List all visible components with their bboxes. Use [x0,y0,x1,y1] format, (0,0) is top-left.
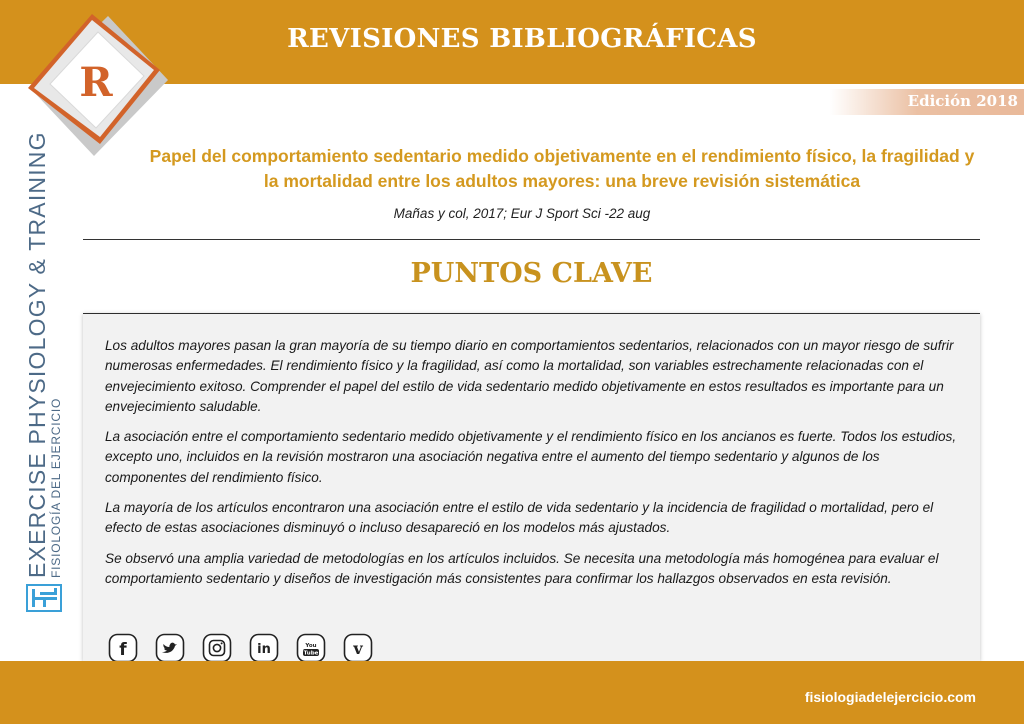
website-link[interactable]: fisiologiadelejercicio.com [804,689,976,705]
edition-label: Edición 2018 [907,92,1018,110]
svg-text:You: You [305,643,317,649]
key-point-paragraph: Los adultos mayores pasan la gran mayoría de su tiempo diario en comportamientos sedentarios, relacionados con un mayor riesgo de sufrir numerosas enfermedades. El rendimiento físico y la fragilidad, así como la mortalidad, son variables estrechamente relacionadas con el envejecimiento exitoso. Comprender el papel del estilo de vida sedentario medido objetivamente en estos resultados es importante para un envejecimiento saludable. [105,338,954,414]
logo-letter: R [79,59,113,106]
key-point-paragraph: Se observó una amplia variedad de metodologías en los artículos incluidos. Se necesita una metodología más homogénea para evaluar el comportamiento sedentario y diseños de investigación más consistentes para confirmar los hallazgos observados en esta revisión. [105,550,939,586]
footer-bar [0,661,1024,724]
svg-text:in: in [257,642,271,657]
key-point-paragraph: La asociación entre el comportamiento sedentario medido objetivamente y el rendimiento físico en los ancianos es fuerte. Todos los estudios, excepto uno, incluidos en la revisión mostraron una asociación negativa entre el aumento del tiempo sedentario y algunos de los componentes del rendimiento físico. [105,429,957,485]
article-citation: Mañas y col, 2017; Eur J Sport Sci -22 aug [393,206,651,221]
social-links [108,633,373,663]
banner-title: REVISIONES BIBLIOGRÁFICAS [287,24,757,54]
twitter-icon[interactable] [155,633,185,663]
article-title: Papel del comportamiento sedentario medido objetivamente en el rendimiento físico, la fragilidad y la mortalidad entre los adultos mayores: una breve revisión sistemática [149,146,975,191]
linkedin-icon[interactable] [249,633,279,663]
key-points-list [105,336,961,599]
svg-text:v: v [353,639,363,658]
svg-text:f: f [119,640,127,660]
side-brand [24,131,66,612]
edition-band [830,89,1024,115]
instagram-icon[interactable] [202,633,232,663]
youtube-icon[interactable] [296,633,326,663]
brand-main-text: EXERCISE PHYSIOLOGY & TRAINING [24,131,50,578]
divider-top [83,239,980,240]
section-heading: PUNTOS CLAVE [410,258,653,289]
brand-icon [26,584,62,612]
svg-text:Tube: Tube [303,650,319,657]
vimeo-icon[interactable] [343,633,373,663]
brand-sub-text: FISIOLOGÍA DEL EJERCICIO [49,397,63,578]
key-point-paragraph: La mayoría de los artículos encontraron una asociación entre el estilo de vida sedentario y la incidencia de fragilidad o mortalidad, pero el efecto de estas asociaciones disminuyó o incluso desapareció en los modelos más ajustados. [105,500,934,536]
facebook-icon[interactable] [108,633,138,663]
